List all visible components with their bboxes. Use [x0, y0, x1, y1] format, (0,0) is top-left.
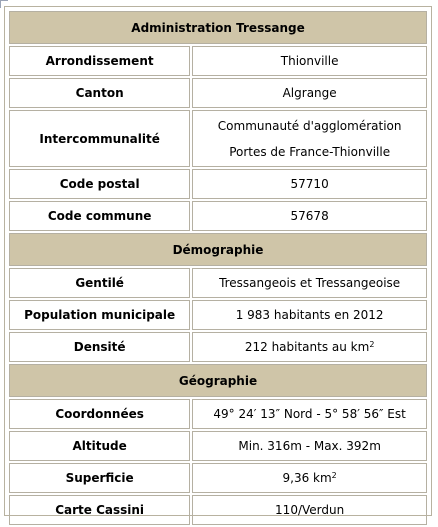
- row-value-canton[interactable]: Algrange: [192, 78, 427, 108]
- table-row: [9, 463, 427, 493]
- row-label-densite: Densité: [9, 332, 190, 362]
- row-label-coordonnees: Coordonnées: [9, 399, 190, 429]
- row-label-altitude: Altitude: [9, 431, 190, 461]
- row-value-arrondissement[interactable]: Thionville: [192, 46, 427, 76]
- row-value-intercommunalite[interactable]: [192, 110, 427, 167]
- densite-text: 212 habitants au km: [244, 340, 370, 354]
- row-value-population: 1 983 habitants en 2012: [192, 300, 427, 330]
- row-label-canton: Canton: [9, 78, 190, 108]
- section-title-geographie: Géographie: [9, 364, 427, 397]
- section-header-administration: [9, 11, 427, 44]
- table-row: [9, 332, 427, 362]
- row-label-code-postal: Code postal: [9, 169, 190, 199]
- table-row: [9, 495, 427, 525]
- superficie-text: 9,36 km: [282, 471, 332, 485]
- densite-superscript: 2: [369, 340, 375, 349]
- table-row: [9, 300, 427, 330]
- table-row: [9, 268, 427, 298]
- row-value-code-postal: 57710: [192, 169, 427, 199]
- table-row: [9, 110, 427, 167]
- row-value-coordonnees[interactable]: 49° 24′ 13″ Nord - 5° 58′ 56″ Est: [192, 399, 427, 429]
- row-value-altitude: Min. 316m - Max. 392m: [192, 431, 427, 461]
- section-header-demographie: [9, 233, 427, 266]
- intercommunalite-line-1[interactable]: Communauté d'agglomération: [217, 118, 402, 133]
- infobox-table: [7, 9, 429, 527]
- row-value-superficie: [192, 463, 427, 493]
- row-label-population: Population municipale: [9, 300, 190, 330]
- row-value-gentile: Tressangeois et Tressangeoise: [192, 268, 427, 298]
- table-row: [9, 431, 427, 461]
- table-row: [9, 78, 427, 108]
- row-label-arrondissement: Arrondissement: [9, 46, 190, 76]
- row-label-code-commune: Code commune: [9, 201, 190, 231]
- section-header-geographie: [9, 364, 427, 397]
- table-row: [9, 399, 427, 429]
- row-label-carte-cassini: Carte Cassini: [9, 495, 190, 525]
- row-label-gentile: Gentilé: [9, 268, 190, 298]
- intercommunalite-line-2[interactable]: Portes de France-Thionville: [229, 144, 391, 159]
- row-value-densite: [192, 332, 427, 362]
- row-label-intercommunalite: Intercommunalité: [9, 110, 190, 167]
- table-row: [9, 201, 427, 231]
- section-title-demographie: Démographie: [9, 233, 427, 266]
- row-label-superficie: Superficie: [9, 463, 190, 493]
- section-title-administration: Administration Tressange: [9, 11, 427, 44]
- superficie-superscript: 2: [331, 471, 337, 480]
- table-row: [9, 169, 427, 199]
- infobox: [4, 6, 432, 516]
- row-value-carte-cassini[interactable]: 110/Verdun: [192, 495, 427, 525]
- row-value-code-commune: 57678: [192, 201, 427, 231]
- table-row: [9, 46, 427, 76]
